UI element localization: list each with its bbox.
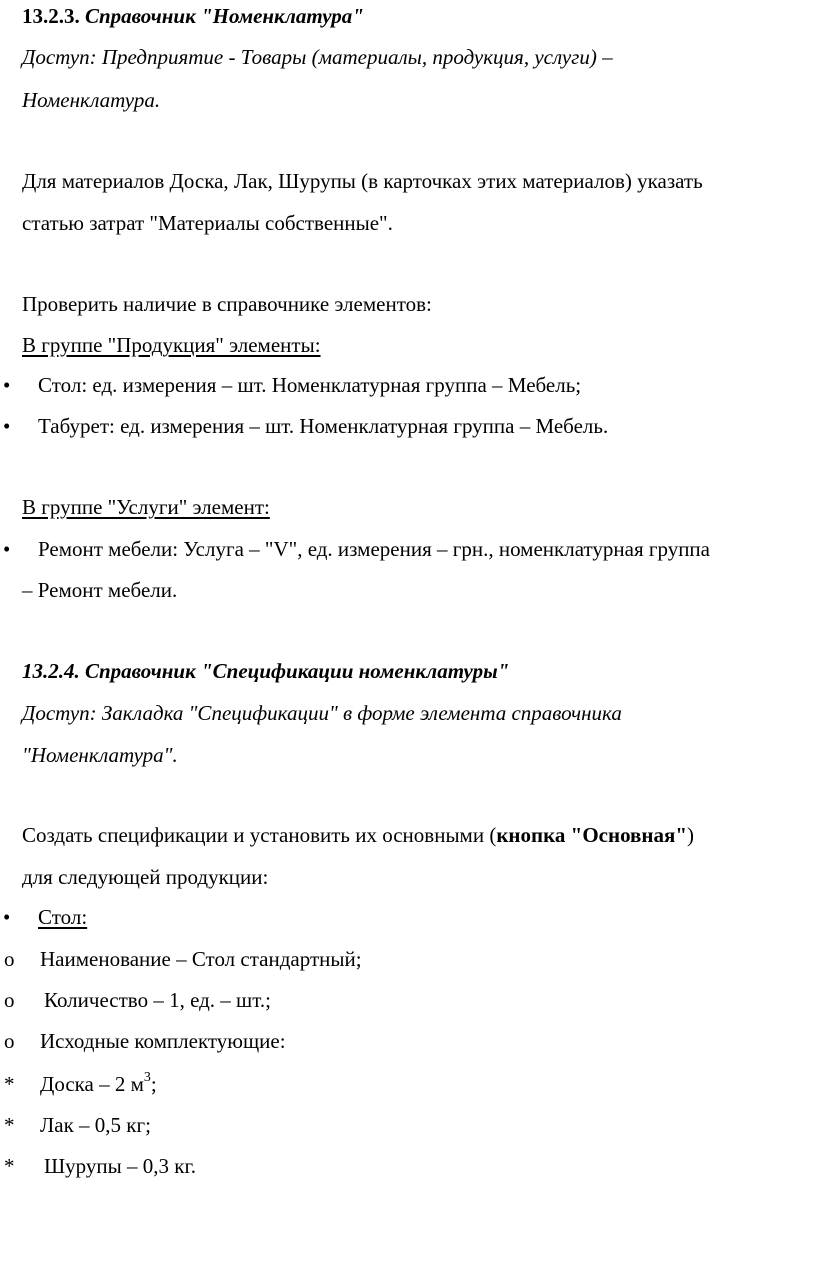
- component-end: ;: [150, 1072, 157, 1096]
- component-name: Доска – 2 м: [40, 1072, 144, 1096]
- list-item-continuation: – Ремонт мебели.: [22, 578, 178, 602]
- paragraph-text: Создать спецификации и установить их основными (: [22, 823, 497, 847]
- bullet-marker: •: [3, 905, 11, 929]
- paragraph-line: Для материалов Доска, Лак, Шурупы (в карточках этих материалов) указать: [22, 169, 703, 193]
- star-marker: *: [4, 1113, 15, 1137]
- section-number: 13.2.3.: [22, 4, 80, 28]
- star-marker: *: [4, 1072, 15, 1096]
- list-item: Ремонт мебели: Услуга – "V", ед. измерения – грн., номенклатурная группа: [38, 537, 710, 561]
- access-line: Доступ: Закладка "Спецификации" в форме элемента справочника: [22, 701, 622, 725]
- component-item: Лак – 0,5 кг;: [40, 1113, 151, 1137]
- section-title: Справочник "Номенклатура": [85, 4, 364, 28]
- access-line: Доступ: Предприятие - Товары (материалы, продукция, услуги) –: [22, 45, 613, 69]
- access-line: Номенклатура.: [22, 88, 161, 112]
- paragraph-line: статью затрат "Материалы собственные".: [22, 211, 393, 235]
- sub-item: Наименование – Стол стандартный;: [40, 947, 362, 971]
- button-name-bold: кнопка "Основная": [496, 823, 688, 847]
- section-heading-13-2-4: 13.2.4. Справочник "Спецификации номенклатуры": [22, 659, 510, 683]
- circle-marker: o: [4, 1029, 15, 1053]
- paragraph-text: ): [687, 823, 695, 847]
- group-heading-products: В группе "Продукция" элементы:: [22, 333, 321, 357]
- paragraph-line: для следующей продукции:: [22, 865, 269, 889]
- list-item: Стол: ед. измерения – шт. Номенклатурная группа – Мебель;: [38, 373, 582, 397]
- circle-marker: o: [4, 947, 15, 971]
- circle-marker: o: [4, 988, 15, 1012]
- component-item: Шурупы – 0,3 кг.: [44, 1154, 196, 1178]
- bullet-marker: •: [3, 537, 11, 561]
- bullet-marker: •: [3, 373, 11, 397]
- access-line: "Номенклатура".: [22, 743, 178, 767]
- sub-item: Исходные комплектующие:: [40, 1029, 286, 1053]
- paragraph-line: [22, 822, 694, 848]
- list-item: Табурет: ед. измерения – шт. Номенклатурная группа – Мебель.: [38, 414, 609, 438]
- section-heading-13-2-3: [22, 3, 364, 29]
- bullet-marker: •: [3, 414, 11, 438]
- component-item: [40, 1071, 157, 1097]
- paragraph-line: Проверить наличие в справочнике элементов:: [22, 292, 432, 316]
- sub-item: Количество – 1, ед. – шт.;: [44, 988, 271, 1012]
- superscript: 3: [143, 1070, 151, 1085]
- group-heading-services: В группе "Услуги" элемент:: [22, 495, 270, 519]
- product-item: Стол:: [38, 905, 88, 929]
- star-marker: *: [4, 1154, 15, 1178]
